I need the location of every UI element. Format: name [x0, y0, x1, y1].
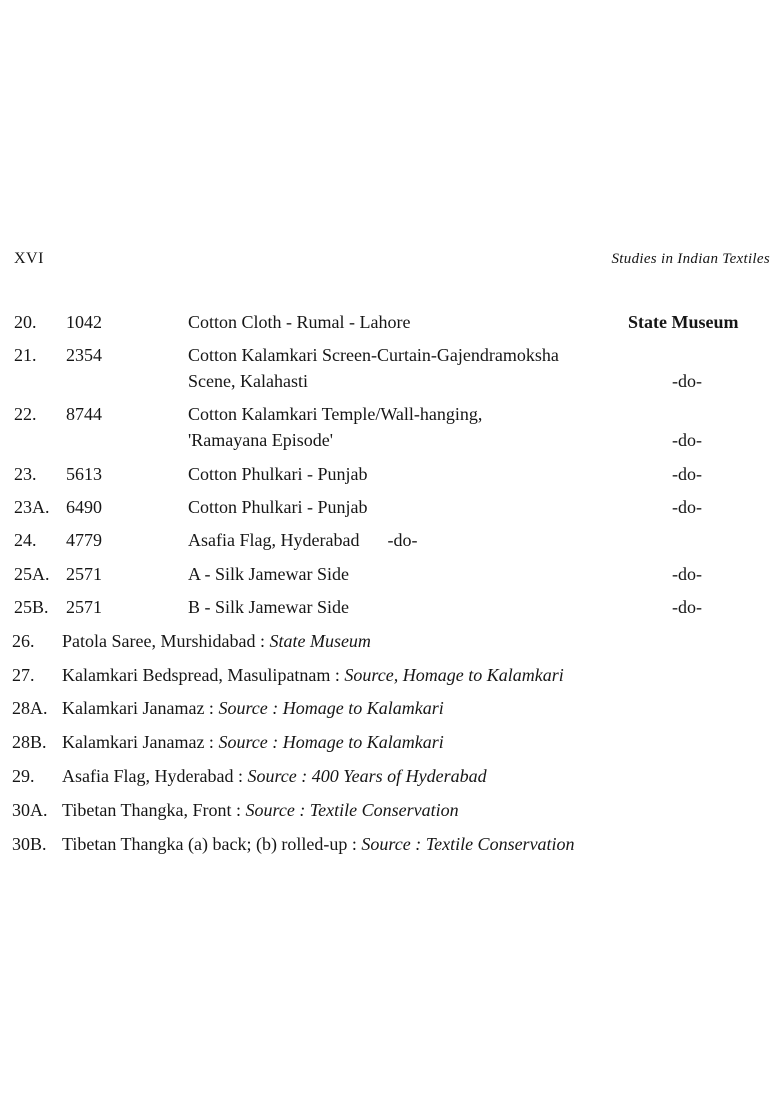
item-number: 25B. [14, 597, 49, 617]
item-title: Kalamkari Bedspread, Masulipatnam : [62, 665, 345, 685]
item-text [62, 729, 444, 755]
accession-number: 6490 [66, 497, 102, 517]
item-number: 27. [12, 665, 35, 685]
item-text [62, 763, 487, 789]
running-head [14, 250, 770, 272]
item-description-text: Asafia Flag, Hyderabad [188, 530, 360, 550]
item-text [62, 628, 371, 654]
item-number: 25A. [14, 564, 50, 584]
item-title: Kalamkari Janamaz : [62, 732, 219, 752]
accession-number: 2354 [66, 345, 102, 365]
item-description: Cotton Phulkari - Punjab [188, 497, 368, 517]
item-text [62, 797, 459, 823]
item-location: -do- [672, 597, 702, 617]
item-text [62, 695, 444, 721]
item-number: 28A. [12, 698, 48, 718]
item-number: 24. [14, 530, 37, 550]
item-description: B - Silk Jamewar Side [188, 597, 349, 617]
item-location: -do- [672, 497, 702, 517]
accession-number: 2571 [66, 597, 102, 617]
item-text [62, 831, 575, 857]
item-description: Cotton Kalamkari Screen-Curtain-Gajendramoksha [188, 345, 559, 365]
item-location: -do- [672, 564, 702, 584]
item-location: -do- [672, 464, 702, 484]
item-number: 28B. [12, 732, 47, 752]
accession-number: 4779 [66, 530, 102, 550]
item-description-line2: Scene, Kalahasti [188, 371, 308, 391]
item-source: Source : Homage to Kalamkari [218, 732, 444, 752]
item-title: Asafia Flag, Hyderabad : [62, 766, 248, 786]
item-source: Source, Homage to Kalamkari [344, 665, 564, 685]
item-description: Cotton Cloth - Rumal - Lahore [188, 312, 411, 332]
item-number: 23. [14, 464, 37, 484]
item-number: 22. [14, 404, 37, 424]
item-title: Patola Saree, Murshidabad : [62, 631, 270, 651]
item-source: Source : Homage to Kalamkari [218, 698, 444, 718]
item-location: -do- [672, 430, 702, 450]
item-number: 26. [12, 631, 35, 651]
item-description: Cotton Kalamkari Temple/Wall-hanging, [188, 404, 483, 424]
page-folio: XVI [14, 250, 44, 267]
item-location: State Museum [628, 312, 739, 332]
item-source: State Museum [269, 631, 371, 651]
item-number: 30A. [12, 800, 48, 820]
item-number: 21. [14, 345, 37, 365]
accession-number: 8744 [66, 404, 102, 424]
item-source: Source : 400 Years of Hyderabad [247, 766, 487, 786]
item-source: Source : Textile Conservation [245, 800, 459, 820]
item-number: 30B. [12, 834, 47, 854]
item-title: Tibetan Thangka, Front : [62, 800, 246, 820]
item-title: Tibetan Thangka (a) back; (b) rolled-up : [62, 834, 362, 854]
item-number: 20. [14, 312, 37, 332]
item-description: A - Silk Jamewar Side [188, 564, 349, 584]
accession-number: 5613 [66, 464, 102, 484]
accession-number: 2571 [66, 564, 102, 584]
item-source: Source : Textile Conservation [361, 834, 575, 854]
item-location: -do- [672, 371, 702, 391]
item-text [62, 662, 564, 688]
item-description [188, 527, 417, 553]
item-title: Kalamkari Janamaz : [62, 698, 219, 718]
item-number: 23A. [14, 497, 50, 517]
item-description: Cotton Phulkari - Punjab [188, 464, 368, 484]
item-number: 29. [12, 766, 35, 786]
book-title: Studies in Indian Textiles [611, 251, 770, 267]
accession-number: 1042 [66, 312, 102, 332]
item-location-inline: -do- [387, 530, 418, 550]
item-description-line2: 'Ramayana Episode' [188, 430, 333, 450]
